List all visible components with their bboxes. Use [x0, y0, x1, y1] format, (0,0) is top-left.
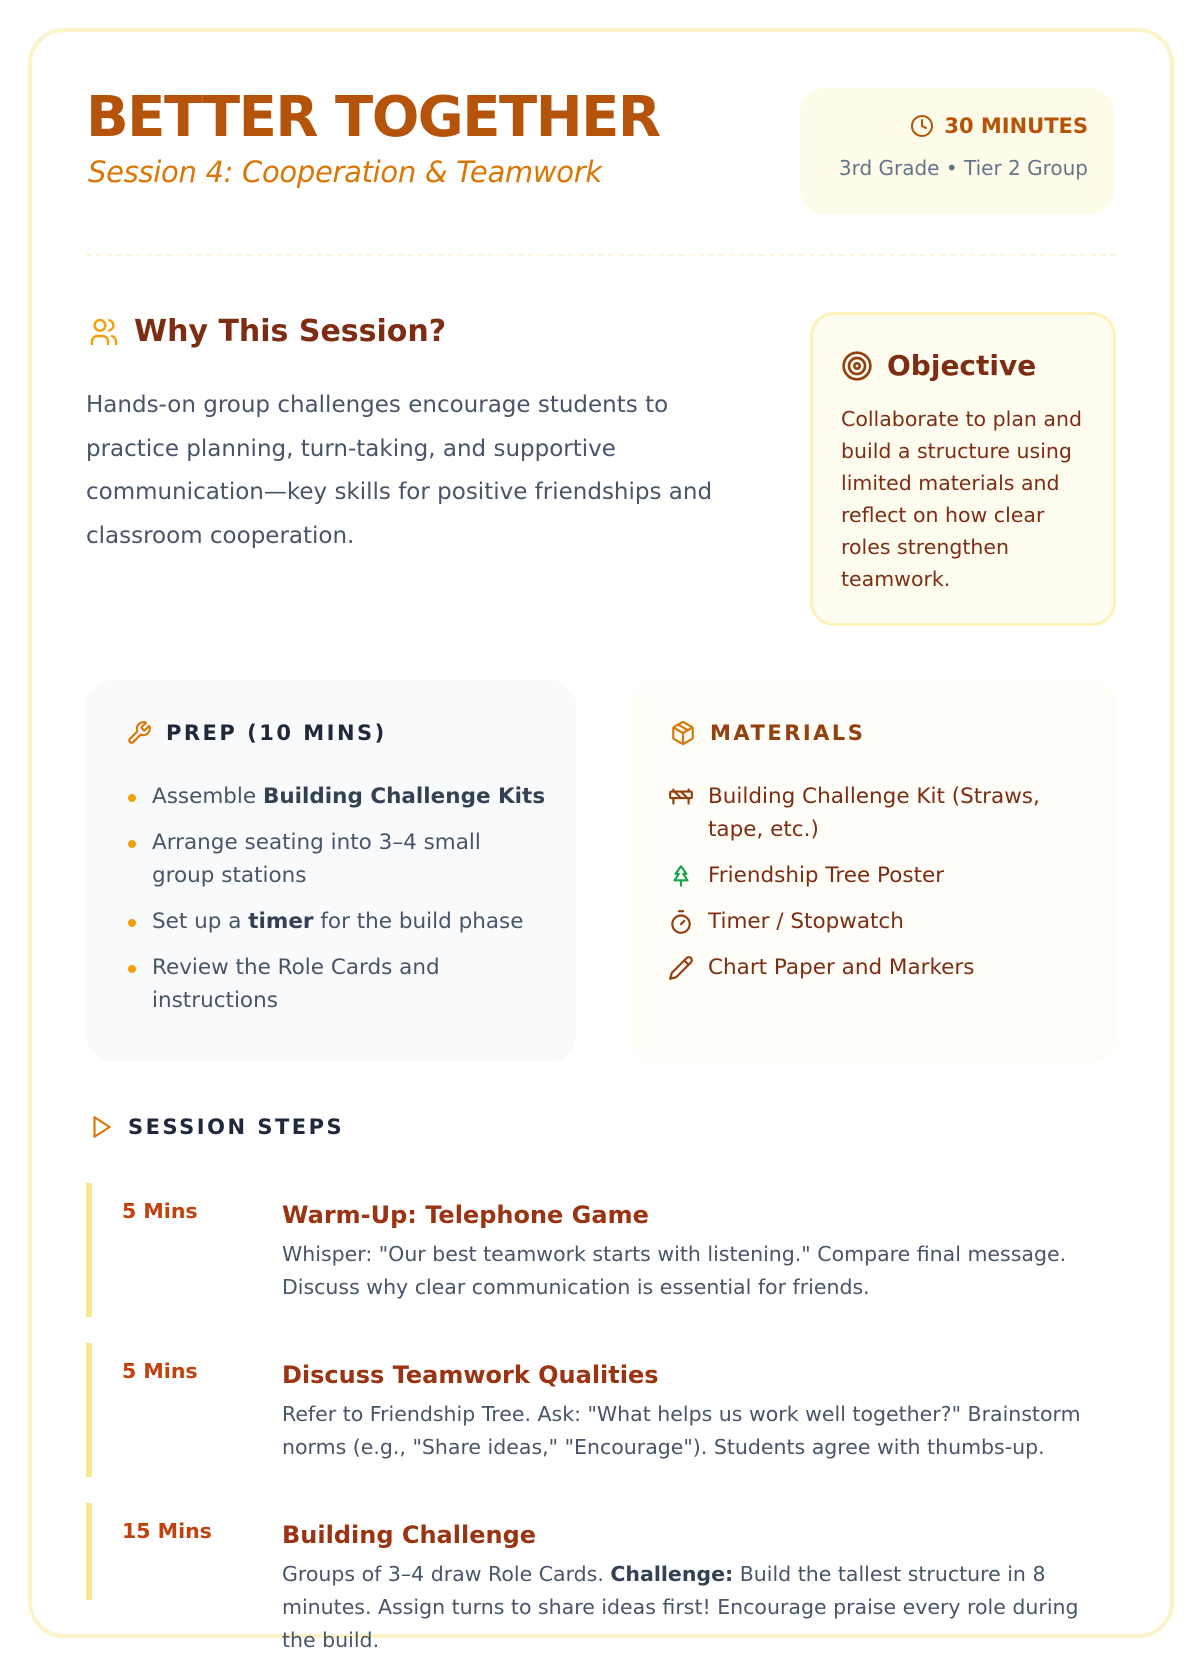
- prep-title: PREP (10 MINS): [166, 721, 387, 745]
- bullet-dot: [128, 840, 136, 848]
- why-section-header: [88, 314, 446, 349]
- objective-text: Collaborate to plan and build a structure using limited materials and reflect on how clear roles strengthen teamwork.: [841, 407, 1082, 591]
- step-desc-text: Groups of 3–4 draw Role Cards.: [282, 1562, 611, 1586]
- objective-card: [810, 312, 1116, 626]
- step-item: [86, 1183, 1116, 1317]
- step-description: [282, 1558, 1112, 1657]
- materials-list: [668, 780, 1088, 997]
- target-icon: [841, 350, 873, 382]
- users-icon: [88, 316, 120, 348]
- step-item: [86, 1343, 1116, 1477]
- header-divider: [86, 254, 1116, 256]
- session-meta-box: [800, 88, 1114, 214]
- why-description: Hands-on group challenges encourage students to practice planning, turn-taking, and supportive communication—key skills for positive friendships and classroom cooperation.: [86, 392, 713, 549]
- step-title: Discuss Teamwork Qualities: [282, 1361, 659, 1389]
- package-icon: [670, 720, 696, 746]
- bullet-dot: [128, 794, 136, 802]
- prep-item-text: Set up a: [152, 909, 249, 934]
- material-label: Friendship Tree Poster: [708, 863, 945, 888]
- prep-card: [86, 680, 576, 1062]
- step-title: Building Challenge: [282, 1521, 537, 1549]
- pencil-icon: [668, 955, 694, 981]
- bullet-dot: [128, 965, 136, 973]
- prep-item-text: Arrange seating into 3–4 small group stations: [152, 830, 481, 888]
- list-item: [668, 905, 1088, 938]
- step-description: Refer to Friendship Tree. Ask: "What helps us work well together?" Brainstorm norms (e.g., "Share ideas," "Encourage"). Students agree with thumbs-up.: [282, 1402, 1081, 1459]
- step-title: Warm-Up: Telephone Game: [282, 1201, 649, 1229]
- objective-title: Objective: [887, 349, 1037, 382]
- bullet-dot: [128, 919, 136, 927]
- construction-barrier-icon: [668, 784, 694, 810]
- page-title: BETTER TOGETHER: [86, 85, 660, 150]
- list-item: [668, 780, 1088, 846]
- list-item: [668, 859, 1088, 892]
- step-time: 15 Mins: [122, 1519, 212, 1543]
- materials-title: MATERIALS: [710, 721, 866, 745]
- stopwatch-icon: [668, 909, 694, 935]
- prep-list: [126, 780, 546, 1030]
- wrench-icon: [126, 720, 152, 746]
- steps-title: SESSION STEPS: [128, 1115, 345, 1139]
- prep-item-text: Review the Role Cards and instructions: [152, 955, 440, 1013]
- prep-item-bold: Building Challenge Kits: [262, 784, 546, 809]
- list-item: [126, 826, 546, 892]
- grade-group-text: 3rd Grade • Tier 2 Group: [838, 156, 1088, 180]
- why-title: Why This Session?: [134, 314, 447, 349]
- step-desc-text: Build the tallest structure in 8 minutes. Assign turns to share ideas first! Encourage praise every role during the build.: [282, 1562, 1079, 1652]
- step-item: [86, 1503, 1116, 1652]
- prep-item-bold: timer: [248, 909, 314, 934]
- step-time: 5 Mins: [122, 1359, 198, 1383]
- prep-item-text: for the build phase: [313, 909, 524, 934]
- step-time: 5 Mins: [122, 1199, 198, 1223]
- clock-icon: [910, 114, 934, 138]
- session-subtitle: Session 4: Cooperation & Teamwork: [88, 155, 602, 189]
- step-desc-bold: Challenge:: [610, 1562, 734, 1586]
- materials-card: [630, 680, 1116, 1062]
- material-label: Chart Paper and Markers: [708, 955, 975, 980]
- prep-header: [126, 720, 387, 746]
- steps-header: [88, 1114, 344, 1140]
- duration-badge: [910, 114, 1088, 138]
- list-item: [668, 951, 1088, 984]
- list-item: [126, 905, 546, 938]
- list-item: [126, 780, 546, 813]
- list-item: [126, 951, 546, 1017]
- materials-header: [670, 720, 865, 746]
- step-description: Whisper: "Our best teamwork starts with listening." Compare final message. Discuss why clear communication is essential for friends.: [282, 1242, 1067, 1299]
- prep-item-text: Assemble: [152, 784, 263, 809]
- tree-icon: [668, 863, 694, 889]
- duration-text: 30 MINUTES: [944, 114, 1088, 138]
- play-icon: [88, 1114, 114, 1140]
- material-label: Timer / Stopwatch: [708, 909, 904, 934]
- material-label: Building Challenge Kit (Straws, tape, etc.): [708, 784, 1040, 842]
- objective-header: [841, 349, 1036, 382]
